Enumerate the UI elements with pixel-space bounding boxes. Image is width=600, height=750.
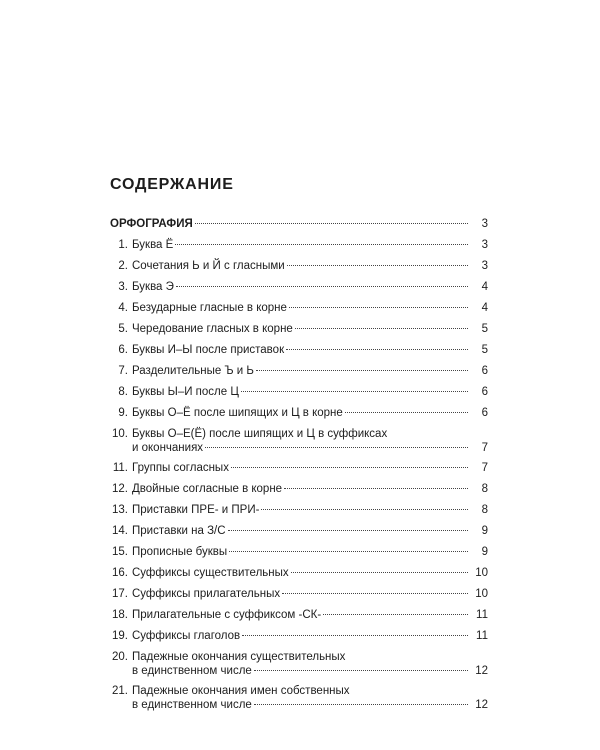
toc-entry-label: Безударные гласные в корне xyxy=(132,302,287,314)
toc-page-number: 11 xyxy=(476,609,488,621)
dot-leader xyxy=(228,530,468,531)
toc-entry[interactable] xyxy=(110,427,488,461)
toc-entry-label: Буквы Ы–И после Ц xyxy=(132,386,239,398)
toc-entry-label: Прописные буквы xyxy=(132,546,228,558)
toc-entry-number: 11. xyxy=(112,462,128,474)
toc-entry-label: Буква Э xyxy=(132,281,174,293)
toc-entry[interactable] xyxy=(110,684,488,718)
toc-entry[interactable] xyxy=(110,238,488,259)
toc-entry-number: 2. xyxy=(118,260,128,272)
toc-entry-label: Суффиксы существительных xyxy=(132,567,289,579)
toc-entry-number: 17. xyxy=(112,588,128,600)
toc-entry[interactable] xyxy=(110,629,488,650)
toc-page-number: 12 xyxy=(475,699,488,711)
toc-entry-number: 12. xyxy=(112,483,128,495)
dot-leader xyxy=(242,635,468,636)
dot-leader xyxy=(195,223,468,224)
toc-page-number: 8 xyxy=(481,483,488,495)
dot-leader xyxy=(291,572,468,573)
toc-entry[interactable] xyxy=(110,461,488,482)
toc-entry-number: 6. xyxy=(118,344,128,356)
toc-entry-label-line-1: Буквы О–Е(Ё) после шипящих и Ц в суффиксах xyxy=(132,428,388,440)
toc-entry-number: 15. xyxy=(112,546,128,558)
toc-page-number: 3 xyxy=(481,239,488,251)
toc-entry-label-line-2: в единственном числе xyxy=(132,699,252,711)
dot-leader xyxy=(286,349,468,350)
toc-entry-number: 19. xyxy=(112,630,128,642)
toc-entry[interactable] xyxy=(110,406,488,427)
toc-entry[interactable] xyxy=(110,301,488,322)
toc-entry[interactable] xyxy=(110,545,488,566)
toc-entry-label: Буквы О–Ё после шипящих и Ц в корне xyxy=(132,407,343,419)
toc-page-number: 6 xyxy=(481,365,488,377)
toc-page-number: 3 xyxy=(481,260,488,272)
toc-entry-label: Приставки ПРЕ- и ПРИ- xyxy=(132,504,260,516)
toc-entry[interactable] xyxy=(110,259,488,280)
toc-entry-number: 1. xyxy=(118,239,128,251)
toc-page-number: 7 xyxy=(481,462,488,474)
toc-page-number: 7 xyxy=(481,442,488,454)
toc-entry-number: 20. xyxy=(112,651,128,663)
toc-entry-label-line-1: Падежные окончания существительных xyxy=(132,651,346,663)
toc-entry-number: 5. xyxy=(118,323,128,335)
dot-leader xyxy=(176,286,468,287)
toc-entry-label: Суффиксы глаголов xyxy=(132,630,241,642)
toc-entry-label-line-2: и окончаниях xyxy=(132,442,204,454)
toc-entry-label: Группы согласных xyxy=(132,462,229,474)
toc-page-number: 9 xyxy=(481,525,488,537)
toc-page-number: 4 xyxy=(481,302,488,314)
toc-entry-label: Суффиксы прилагательных xyxy=(132,588,281,600)
dot-leader xyxy=(261,509,468,510)
dot-leader xyxy=(241,391,468,392)
toc-page-number: 10 xyxy=(475,588,488,600)
toc-entry[interactable] xyxy=(110,343,488,364)
toc-entry-label: Буквы И–Ы после приставок xyxy=(132,344,285,356)
toc-entry[interactable] xyxy=(110,524,488,545)
toc-page-number: 3 xyxy=(481,218,488,230)
dot-leader xyxy=(229,551,468,552)
toc-entry-label: Чередование гласных в корне xyxy=(132,323,293,335)
dot-leader xyxy=(256,370,468,371)
toc-entry-number: 10. xyxy=(112,428,128,440)
toc-entry[interactable] xyxy=(110,482,488,503)
toc-page-number: 12 xyxy=(475,665,488,677)
toc-page-number: 4 xyxy=(481,281,488,293)
toc-page-number: 11 xyxy=(476,630,488,642)
toc-entry-number: 9. xyxy=(118,407,128,419)
toc-entry[interactable] xyxy=(110,364,488,385)
toc-entry[interactable] xyxy=(110,503,488,524)
toc-entry-number: 16. xyxy=(112,567,128,579)
toc-page-number: 5 xyxy=(481,323,488,335)
toc-page-number: 9 xyxy=(481,546,488,558)
dot-leader xyxy=(205,447,468,448)
dot-leader xyxy=(323,614,468,615)
dot-leader xyxy=(295,328,468,329)
toc-entry[interactable] xyxy=(110,566,488,587)
toc-page-number: 6 xyxy=(481,386,488,398)
table-of-contents xyxy=(110,217,488,718)
dot-leader xyxy=(287,265,468,266)
toc-page-number: 6 xyxy=(481,407,488,419)
dot-leader xyxy=(284,488,468,489)
toc-entry[interactable] xyxy=(110,385,488,406)
dot-leader xyxy=(175,244,468,245)
dot-leader xyxy=(345,412,468,413)
toc-page-number: 5 xyxy=(481,344,488,356)
toc-entry-label: Прилагательные с суффиксом -СК- xyxy=(132,609,322,621)
toc-page-number: 10 xyxy=(475,567,488,579)
toc-entry-number: 18. xyxy=(112,609,128,621)
toc-entry-number: 8. xyxy=(118,386,128,398)
toc-entry-number: 14. xyxy=(112,525,128,537)
toc-entry-number: 7. xyxy=(118,365,128,377)
toc-entry[interactable] xyxy=(110,322,488,343)
toc-entry-label: Разделительные Ъ и Ь xyxy=(132,365,254,377)
dot-leader xyxy=(231,467,468,468)
dot-leader xyxy=(289,307,468,308)
page-title: СОДЕРЖАНИЕ xyxy=(110,176,234,193)
toc-entry-number: 21. xyxy=(112,685,128,697)
toc-entry[interactable] xyxy=(110,587,488,608)
toc-entry-label: Буква Ё xyxy=(132,239,174,251)
toc-entry-number: 3. xyxy=(118,281,128,293)
toc-page-number: 8 xyxy=(481,504,488,516)
toc-section-orthography[interactable] xyxy=(110,217,488,238)
toc-entry[interactable] xyxy=(110,650,488,684)
toc-entry-label: Двойные согласные в корне xyxy=(132,483,283,495)
toc-entry-label-line-2: в единственном числе xyxy=(132,665,252,677)
dot-leader xyxy=(254,704,468,705)
toc-entry-number: 4. xyxy=(118,302,128,314)
toc-entry-label: Сочетания Ь и Й с гласными xyxy=(132,260,285,272)
toc-entry-number: 13. xyxy=(112,504,128,516)
toc-entry-label-line-1: Падежные окончания имен собственных xyxy=(132,685,350,697)
dot-leader xyxy=(282,593,468,594)
dot-leader xyxy=(254,670,468,671)
toc-entry-label: Приставки на З/С xyxy=(132,525,226,537)
toc-entry[interactable] xyxy=(110,608,488,629)
toc-entry-label: ОРФОГРАФИЯ xyxy=(110,218,193,230)
toc-entry[interactable] xyxy=(110,280,488,301)
